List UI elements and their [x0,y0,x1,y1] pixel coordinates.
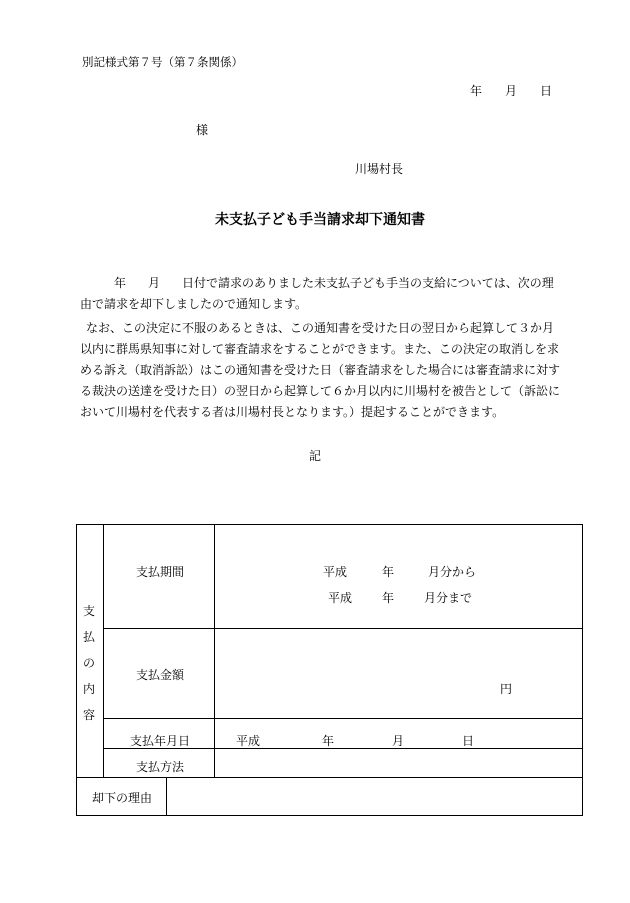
period-to-suffix: 月分まで [424,591,473,605]
notice-line-1-text: 日付で請求のありました未支払子ども手当の支給については、次の理 [182,276,554,290]
amount-label: 支払金額 [136,668,185,682]
pay-date-day: 日 [462,734,475,748]
pay-date-year: 年 [322,734,335,748]
period-from-suffix: 月分から [428,565,477,579]
table-divider-amount [103,718,583,719]
notice-line-1 [80,273,560,294]
notice-line-2: 由で請求を却下しましたので通知します。 [80,297,308,311]
table-border-bottom [76,815,583,816]
appeal-line-4: る裁決の送達を受けた日）の翌日から起算して６か月以内に川場村を被告として（訴訟に [80,384,561,398]
group-char-5: 容 [83,708,96,722]
document-title: 未支払子ども手当請求却下通知書 [215,212,425,228]
addressee-suffix: 様 [196,123,209,137]
appeal-line-5: おいて川場村を代表する者は川場村長となります。）提起することができます。 [80,405,505,419]
table-border-top [76,524,583,525]
period-from-year: 年 [382,565,395,579]
period-from-era: 平成 [323,565,348,579]
pay-date-label: 支払年月日 [130,734,191,748]
appeal-line-2: 以内に群馬県知事に対して審査請求をすることができます。また、この決定の取消しを求 [80,342,560,356]
period-to-era: 平成 [328,591,353,605]
date-day: 日 [540,84,553,98]
form-number: 別記様式第７号（第７条関係） [82,55,243,69]
method-label: 支払方法 [136,760,185,774]
ki-label: 記 [309,449,322,463]
date-year: 年 [470,84,483,98]
group-char-1: 支 [83,604,96,618]
appeal-paragraph [80,318,560,423]
notice-year: 年 [114,276,127,290]
period-to-year: 年 [382,591,395,605]
group-char-4: 内 [83,682,96,696]
pay-date-era: 平成 [236,734,261,748]
table-divider-method [76,777,583,778]
date-month: 月 [505,84,518,98]
table-divider-period [103,628,583,629]
table-reason-divider [166,777,167,815]
issuer: 川場村長 [355,162,404,176]
table-label-divider [214,524,215,777]
appeal-line-3: める訴え（取消訴訟）はこの通知書を受けた日（審査請求をした場合には審査請求に対す [80,363,561,377]
group-char-3: の [83,656,96,670]
table-border-left [76,524,77,816]
amount-unit: 円 [500,682,513,696]
pay-date-month: 月 [392,734,405,748]
reason-label: 却下の理由 [92,791,153,805]
period-label: 支払期間 [136,565,185,579]
appeal-line-1: なお、この決定に不服のあるときは、この通知書を受けた日の翌日から起算して３か月 [86,321,555,335]
table-border-right [582,524,583,816]
table-group-divider [103,524,104,777]
notice-month: 月 [148,276,161,290]
notice-paragraph [80,273,560,315]
group-char-2: 払 [83,630,96,644]
